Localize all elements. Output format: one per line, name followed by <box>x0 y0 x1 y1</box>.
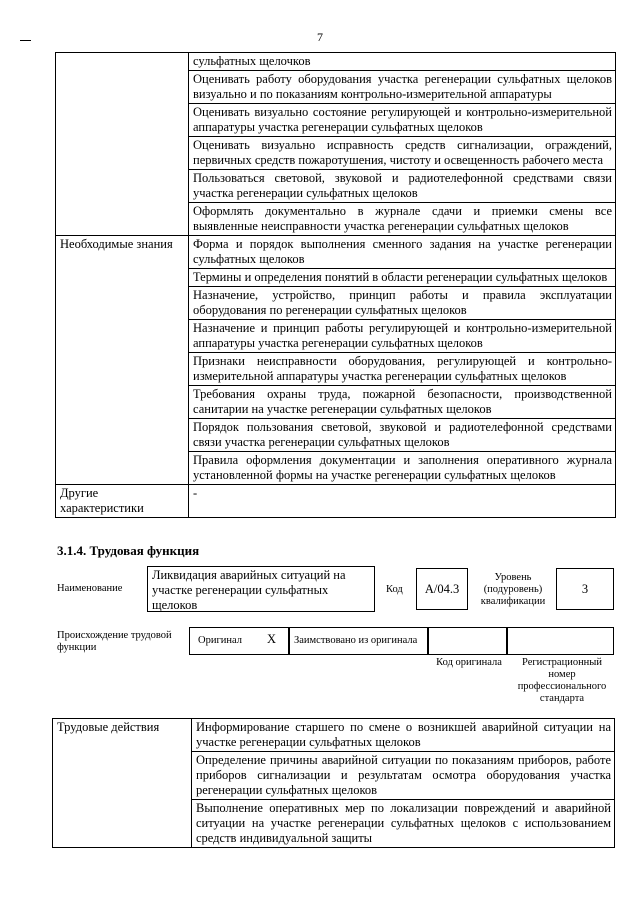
code-label: Код <box>386 584 403 595</box>
original-mark: X <box>267 632 277 646</box>
skill-cell: Оценивать визуально исправность средств сигнализации, ограждений, первичных средств пожаротушения, чистоту и освещенность рабочего места <box>189 137 616 170</box>
other-value: - <box>189 485 616 518</box>
labour-action-cell: Информирование старшего по смене о возникшей аварийной ситуации на участке регенерации сульфатных щелоков <box>192 719 615 752</box>
page-number: 7 <box>317 30 323 44</box>
knowledge-cell: Правила оформления документации и заполнения оперативного журнала установленной формы на участке регенерации сульфатных щелоков <box>189 452 616 485</box>
code-original-label: Код оригинала <box>436 657 502 668</box>
divider <box>427 627 429 655</box>
level-value: 3 <box>556 568 614 610</box>
table-row <box>56 53 616 71</box>
margin-mark <box>20 40 31 41</box>
knowledge-cell: Термины и определения понятий в области регенерации сульфатных щелоков <box>189 269 616 287</box>
table-row <box>53 719 615 752</box>
level-label: Уровень (подуровень) квалификации <box>480 572 546 607</box>
knowledge-cell: Назначение, устройство, принцип работы и правила эксплуатации оборудования по регенерации сульфатных щелоков <box>189 287 616 320</box>
labour-action-cell: Выполнение оперативных мер по локализации повреждений и аварийной ситуации на участке регенерации сульфатных щелоков с использованием средств индивидуальной защиты <box>192 800 615 848</box>
table-row <box>56 236 616 269</box>
name-label: Наименование <box>57 583 123 594</box>
labour-action-cell: Определение причины аварийной ситуации по показаниям приборов, работе приборов сигнализации и результатам осмотра оборудования участка регенерации сульфатных щелоков <box>192 752 615 800</box>
knowledge-cell: Требования охраны труда, пожарной безопасности, производственной санитарии на участке регенерации сульфатных щелоков <box>189 386 616 419</box>
skill-cell: Пользоваться световой, звуковой и радиотелефонной средствами связи участка регенерации сульфатных щелоков <box>189 170 616 203</box>
function-heading: 3.1.4. Трудовая функция <box>57 543 200 558</box>
table-row <box>56 485 616 518</box>
table-head-cell <box>56 53 189 236</box>
reg-number-label: Регистрационный номер профессионального стандарта <box>517 657 607 704</box>
divider <box>288 627 290 655</box>
other-label: Другие характеристики <box>56 485 189 518</box>
origin-label: Происхождение трудовой функции <box>57 630 172 653</box>
skill-cell: Оценивать визуально состояние регулирующей и контрольно-измерительной аппаратуры участка регенерации сульфатных щелоков <box>189 104 616 137</box>
function-code-value: А/04.3 <box>416 568 468 610</box>
original-label: Оригинал <box>198 635 242 646</box>
knowledge-cell: Порядок пользования световой, звуковой и радиотелефонной средствами связи участка регенерации сульфатных щелоков <box>189 419 616 452</box>
skill-cell: Оформлять документально в журнале сдачи и приемки смены все выявленные неисправности участка регенерации сульфатных щелоков <box>189 203 616 236</box>
labour-actions-table <box>52 718 615 848</box>
borrowed-label: Заимствовано из оригинала <box>294 635 418 646</box>
divider <box>506 627 508 655</box>
labour-actions-label: Трудовые действия <box>53 719 192 848</box>
knowledge-cell: Признаки неисправности оборудования, регулирующей и контрольно-измерительной аппаратуры участка регенерации сульфатных щелоков <box>189 353 616 386</box>
skills-knowledge-table <box>55 52 616 518</box>
knowledge-cell: Форма и порядок выполнения сменного задания на участке регенерации сульфатных щелоков <box>189 236 616 269</box>
function-name-value: Ликвидация аварийных ситуаций на участке регенерации сульфатных щелоков <box>147 566 375 612</box>
skill-cell: сульфатных щелочков <box>189 53 616 71</box>
knowledge-label: Необходимые знания <box>56 236 189 485</box>
skill-cell: Оценивать работу оборудования участка регенерации сульфатных щелоков визуально и по показаниям контрольно-измерительной аппаратуры <box>189 71 616 104</box>
knowledge-cell: Назначение и принцип работы регулирующей и контрольно-измерительной аппаратуры участка регенерации сульфатных щелоков <box>189 320 616 353</box>
